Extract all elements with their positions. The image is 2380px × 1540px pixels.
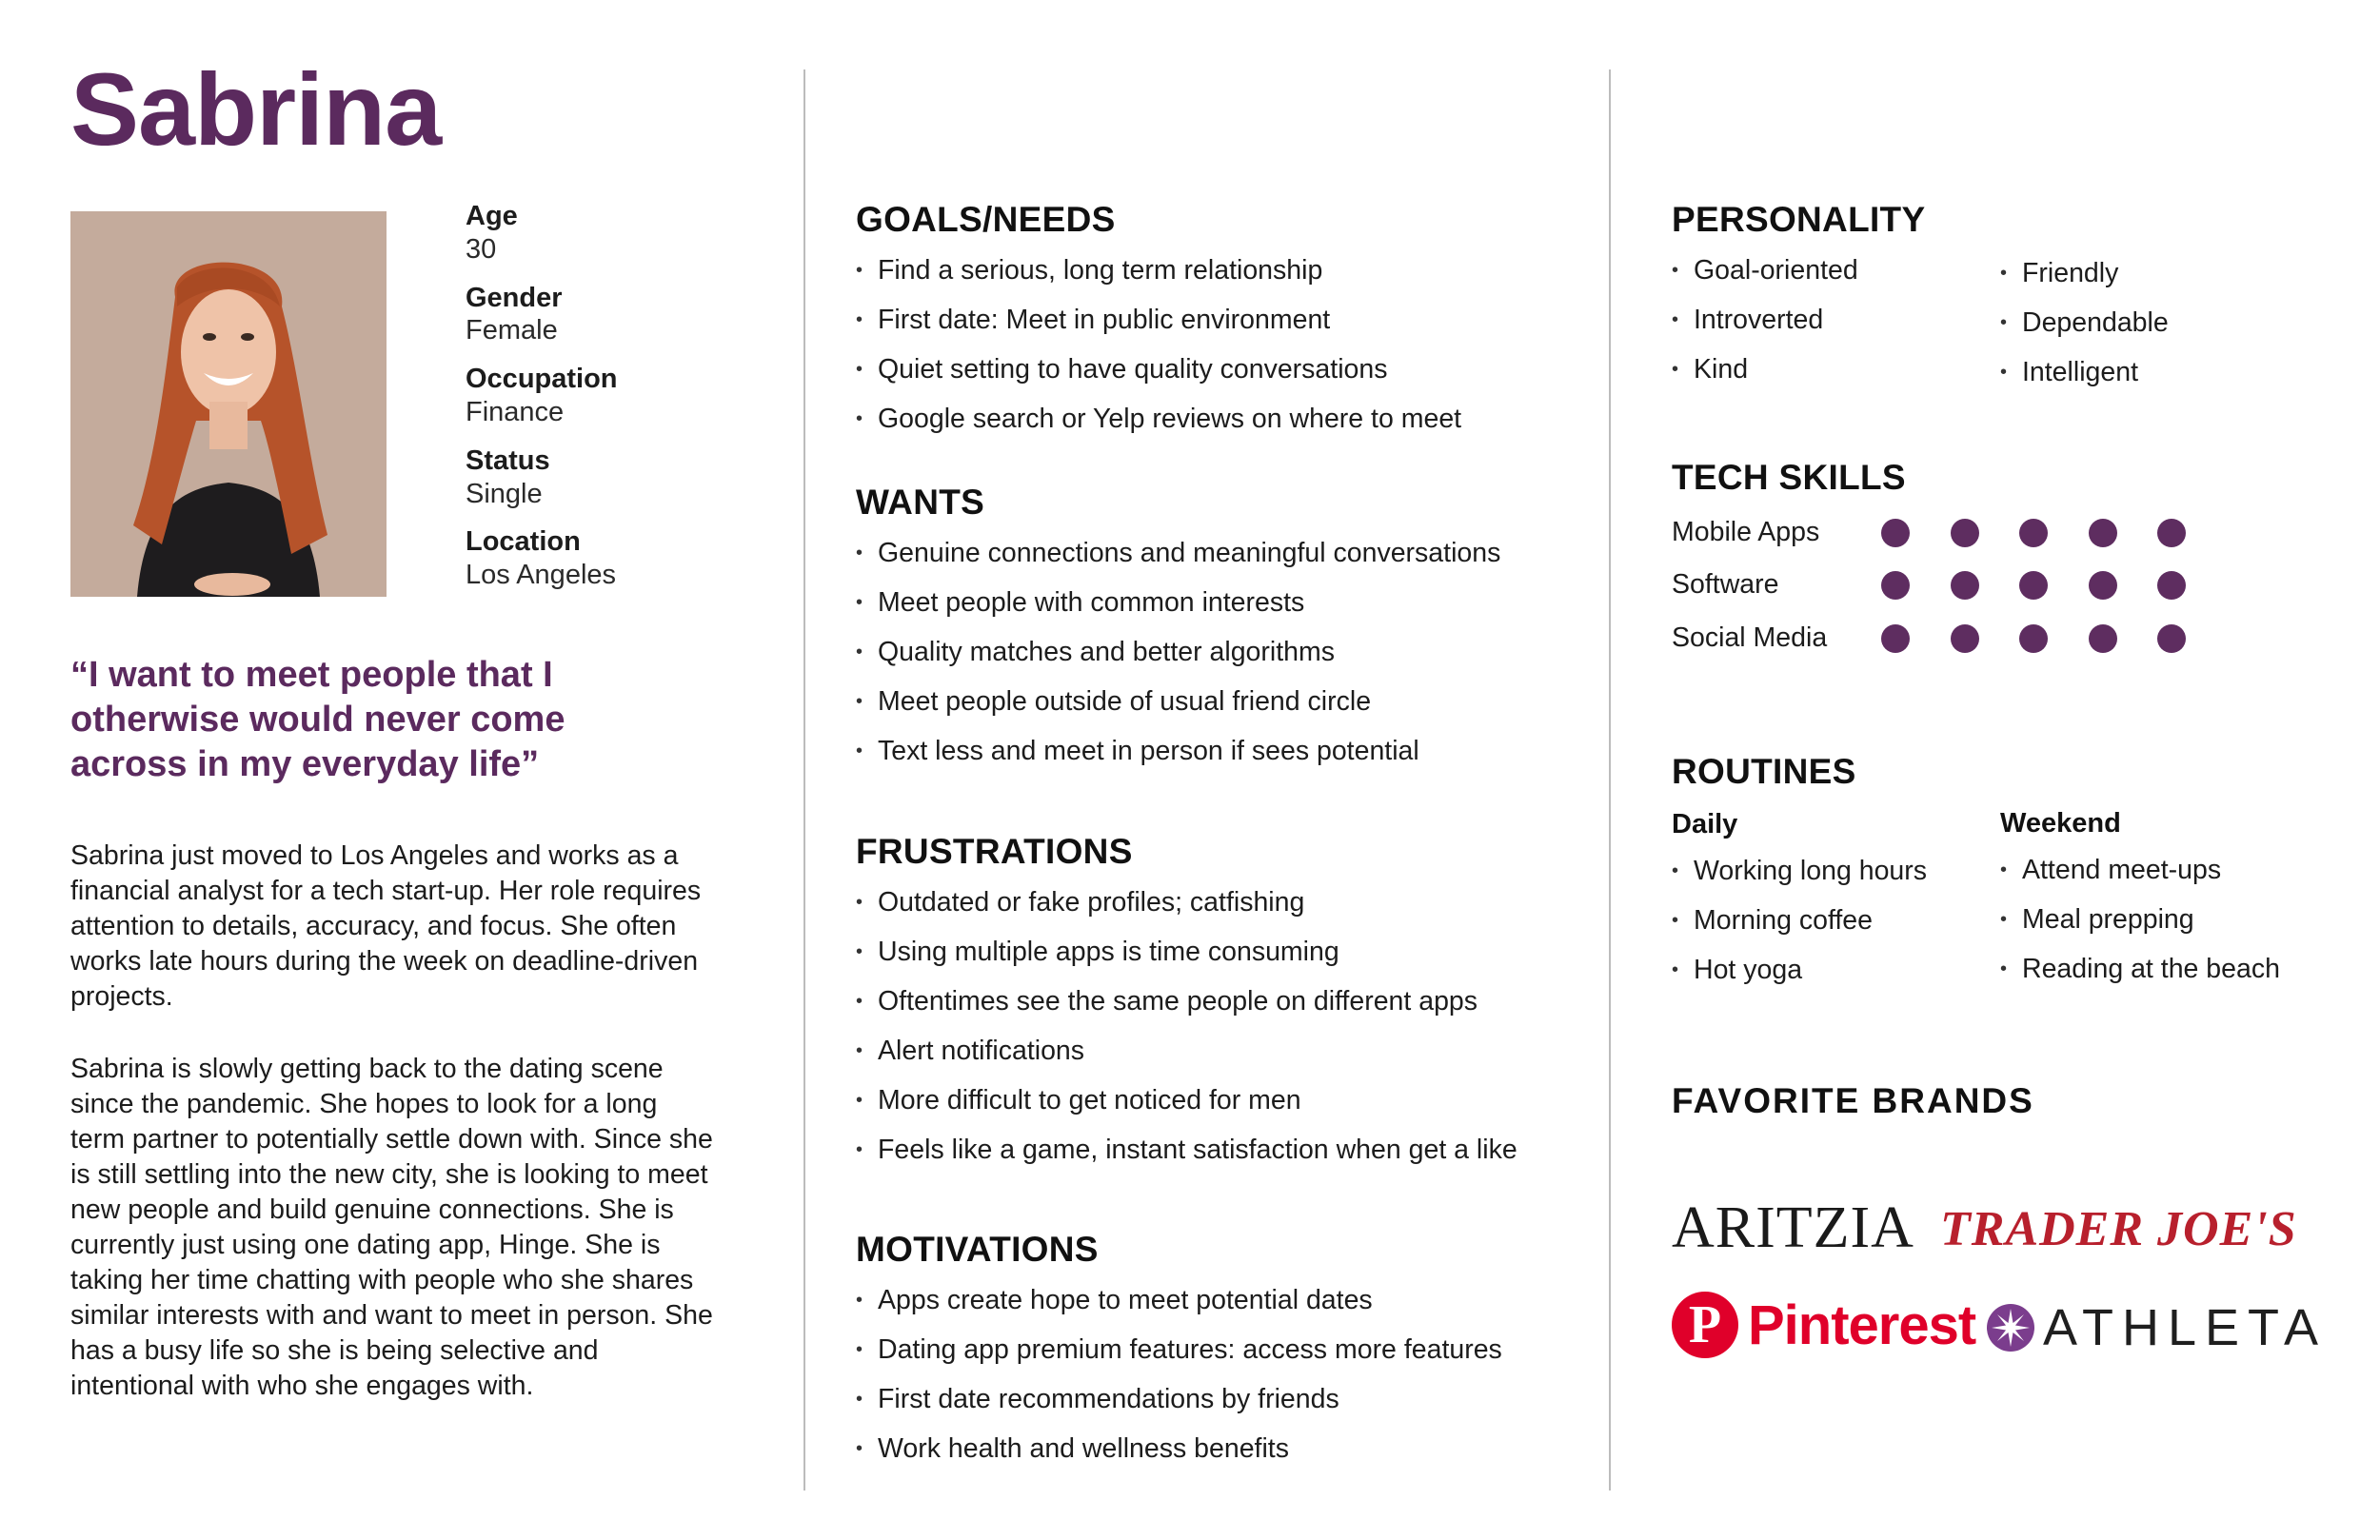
skill-label: Mobile Apps: [1672, 517, 1820, 547]
list-item: • Genuine connections and meaningful conversations: [856, 528, 1579, 578]
aritzia-logo: ARITZIA: [1672, 1195, 1914, 1260]
bio-paragraph: Sabrina is slowly getting back to the dating scene since the pandemic. She hopes to look for a long term partner to potentially settle down with. Since she is still settling into the new city, she is looking to meet new people and build genuine connections. She is currently just using one dating app, Hinge. She is taking her time chatting with people who she shares similar interests with and want to meet in person. She has a busy life so she is being selective and intentional with who she engages with.: [70, 1054, 713, 1401]
daily-title: Daily: [1672, 809, 1738, 839]
wants-section: [856, 484, 1579, 776]
skill-dot: [1951, 624, 1979, 653]
list-item: • More difficult to get noticed for men: [856, 1076, 1579, 1125]
routines-weekend: [2000, 810, 2280, 994]
list-item: • Find a serious, long term relationship: [856, 246, 1579, 295]
skill-label: Software: [1672, 569, 1779, 600]
pinterest-logo: [1672, 1290, 1975, 1360]
skill-label: Social Media: [1672, 622, 1828, 653]
goals-title: GOALS/NEEDS: [856, 200, 1116, 239]
weekend-title: Weekend: [2000, 808, 2121, 839]
frustrations-title: FRUSTRATIONS: [856, 832, 1133, 871]
list-item: • Quality matches and better algorithms: [856, 627, 1579, 677]
list-item: • Using multiple apps is time consuming: [856, 927, 1579, 977]
personality-list-left: [1672, 246, 1858, 394]
list-item: • Apps create hope to meet potential dates: [856, 1275, 1579, 1325]
age-label: Age: [466, 201, 518, 231]
portrait-illustration: [70, 211, 387, 597]
personality-title: PERSONALITY: [1672, 200, 1926, 239]
pinterest-wordmark: Pinterest: [1748, 1293, 1976, 1356]
age-value: 30: [466, 233, 497, 265]
skill-dot: [1951, 519, 1979, 547]
skill-dot: [2157, 624, 2186, 653]
location-value: Los Angeles: [466, 560, 617, 591]
list-item: • Morning coffee: [1672, 896, 1927, 945]
skill-dot: [2089, 519, 2117, 547]
persona-quote: “I want to meet people that I otherwise would never come across in my everyday life”: [70, 655, 565, 784]
skill-dot: [1951, 571, 1979, 600]
bio-paragraph: Sabrina just moved to Los Angeles and works as a financial analyst for a tech start-up. Her role requires attention to details, accuracy, and focus. She often works late hours during the week on deadline-driven projects.: [70, 840, 702, 1012]
persona-photo: [70, 211, 387, 597]
routines-section: [1672, 754, 1856, 789]
column-divider: [1609, 69, 1611, 1491]
frustrations-list: [856, 878, 1579, 1175]
athleta-flower-icon: [1986, 1303, 2035, 1352]
routines-title: ROUTINES: [1672, 752, 1856, 791]
skill-dot: [2019, 624, 2048, 653]
list-item: • Work health and wellness benefits: [856, 1424, 1579, 1473]
list-item: • Meet people with common interests: [856, 578, 1579, 627]
list-item: • Working long hours: [1672, 846, 1927, 896]
motivations-title: MOTIVATIONS: [856, 1230, 1099, 1269]
list-item: • First date: Meet in public environment: [856, 295, 1579, 345]
list-item: • Introverted: [1672, 295, 1858, 345]
skill-row-social-media: [1672, 619, 2243, 671]
status-label: Status: [466, 444, 550, 476]
location-label: Location: [466, 526, 581, 558]
trader-joes-logo: TRADER JOE'S: [1940, 1202, 2297, 1256]
column-divider: [803, 69, 805, 1491]
list-item: • Dependable: [2000, 298, 2169, 347]
list-item: • Attend meet-ups: [2000, 845, 2280, 895]
list-item: • Feels like a game, instant satisfaction when get a like: [856, 1125, 1579, 1175]
tech-skills-title: TECH SKILLS: [1672, 458, 1906, 497]
status-field: [466, 444, 751, 511]
list-item: • Hot yoga: [1672, 945, 1927, 995]
brands-title: FAVORITE BRANDS: [1672, 1081, 2034, 1120]
goals-section: [856, 202, 1579, 444]
wants-title: WANTS: [856, 483, 985, 522]
list-item: • Quiet setting to have quality conversations: [856, 345, 1579, 394]
age-field: [466, 200, 751, 267]
skill-dot: [2019, 519, 2048, 547]
list-item: • Goal-oriented: [1672, 246, 1858, 295]
motivations-section: [856, 1232, 1579, 1473]
tech-skills-section: [1672, 460, 1906, 495]
personality-section: [1672, 202, 1925, 237]
frustrations-section: [856, 834, 1579, 1175]
status-value: Single: [466, 478, 543, 509]
demographics: [466, 200, 751, 607]
list-item: • Kind: [1672, 345, 1858, 394]
list-item: • Oftentimes see the same people on different apps: [856, 977, 1579, 1026]
skill-dot: [2089, 624, 2117, 653]
list-item: • First date recommendations by friends: [856, 1374, 1579, 1424]
occupation-value: Finance: [466, 396, 565, 427]
skill-dot: [1881, 624, 1910, 653]
list-item: • Text less and meet in person if sees potential: [856, 726, 1579, 776]
list-item: • Reading at the beach: [2000, 944, 2280, 994]
brands-section: [1672, 1083, 2034, 1118]
gender-field: [466, 282, 751, 348]
skill-row-software: [1672, 565, 2243, 618]
weekend-list: [2000, 845, 2280, 994]
list-item: • Friendly: [2000, 248, 2169, 298]
athleta-logo: [1986, 1293, 2327, 1363]
location-field: [466, 525, 751, 592]
skill-dot: [2157, 519, 2186, 547]
occupation-field: [466, 363, 751, 429]
list-item: • Intelligent: [2000, 347, 2169, 397]
daily-list: [1672, 846, 1927, 995]
athleta-wordmark: ATHLETA: [2043, 1299, 2328, 1356]
skill-dot: [1881, 571, 1910, 600]
wants-list: [856, 528, 1579, 776]
tech-skills-grid: [1672, 513, 2243, 675]
list-item: • Google search or Yelp reviews on where to meet: [856, 394, 1579, 444]
list-item: • Alert notifications: [856, 1026, 1579, 1076]
pinterest-icon: P: [1672, 1292, 1738, 1358]
skill-dot: [2157, 571, 2186, 600]
list-item: • Meal prepping: [2000, 895, 2280, 944]
skill-dot: [2089, 571, 2117, 600]
persona-name: Sabrina: [70, 51, 442, 167]
occupation-label: Occupation: [466, 364, 618, 395]
routines-daily: [1672, 811, 1927, 995]
list-item: • Dating app premium features: access more features: [856, 1325, 1579, 1374]
skill-row-mobile-apps: [1672, 513, 2243, 565]
skill-dot: [2019, 571, 2048, 600]
gender-label: Gender: [466, 282, 563, 313]
list-item: • Meet people outside of usual friend circle: [856, 677, 1579, 726]
personality-list-right: [2000, 248, 2169, 397]
skill-dot: [1881, 519, 1910, 547]
list-item: • Outdated or fake profiles; catfishing: [856, 878, 1579, 927]
gender-value: Female: [466, 315, 558, 346]
goals-list: [856, 246, 1579, 444]
motivations-list: [856, 1275, 1579, 1473]
